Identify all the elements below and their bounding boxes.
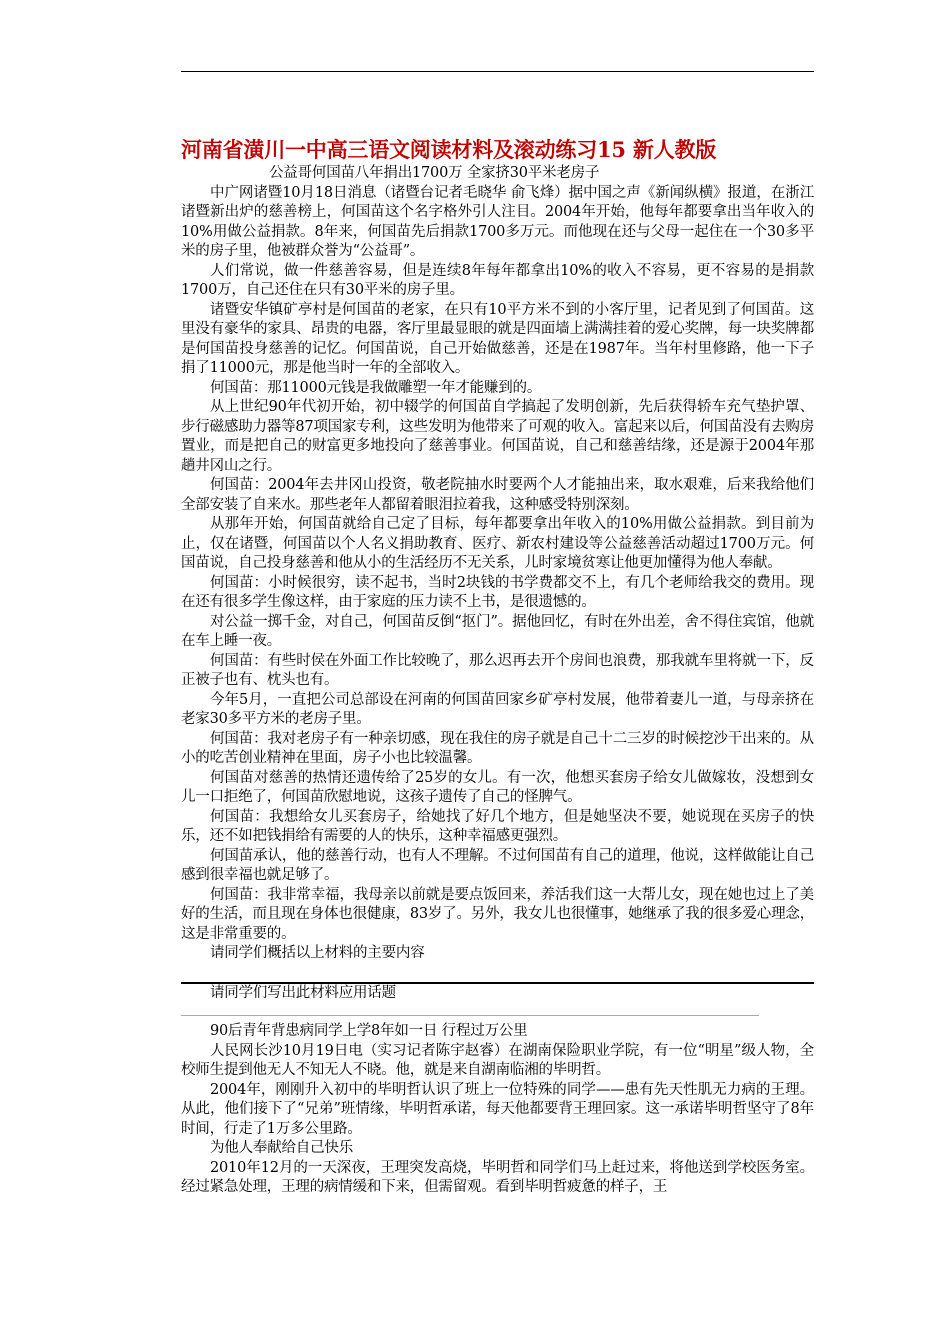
paragraph: 人民网长沙10月19日电（实习记者陈宇赵睿）在湖南保险职业学院，有一位“明星”级人物，全校师生提到他无人不知无人不晓。他，就是来自湖南临湘的毕明哲。 xyxy=(181,1042,814,1078)
paragraph: 中广网诸暨10月18日消息（诸暨台记者毛晓华 俞飞烽）据中国之声《新闻纵横》报道，在浙江诸暨新出炉的慈善榜上，何国苗这个名字格外引人注目。2004年开始，他每年都要拿出当年收入的10%用做公益捐款。8年来，何国苗先后捐款1700多万元。而他现在还与父母一起住在一个30多平米的房子里，他被群众誉为“公益哥”。 xyxy=(181,184,814,259)
article-subtitle: 公益哥何国苗八年捐出1700万 全家挤30平米老房子 xyxy=(269,165,600,181)
paragraph: 何国苗承认，他的慈善行动，也有人不理解。不过何国苗有自己的道理，他说，这样做能让自己感到很幸福也就足够了。 xyxy=(181,847,814,883)
paragraph: 何国苗：那11000元钱是我做雕塑一年才能赚到的。 xyxy=(210,379,542,396)
section-divider-thin xyxy=(181,1015,759,1016)
paragraph: 2004年，刚刚升入初中的毕明哲认识了班上一位特殊的同学——患有先天性肌无力病的王理。从此，他们接下了“兄弟”班情缘，毕明哲承诺，每天他都要背王理回家。这一承诺毕明哲坚守了8年时间，行走了1万多公里路。 xyxy=(181,1081,814,1137)
paragraph: 对公益一掷千金，对自己，何国苗反倒“抠门”。据他回忆，有时在外出差，舍不得住宾馆，他就在车上睡一夜。 xyxy=(181,613,814,649)
paragraph: 今年5月，一直把公司总部设在河南的何国苗回家乡矿亭村发展，他带着妻儿一道，与母亲挤在老家30多平方米的老房子里。 xyxy=(181,691,814,727)
question-summary: 请同学们概括以上材料的主要内容 xyxy=(210,945,425,961)
paragraph: 2010年12月的一天深夜，王理突发高烧，毕明哲和同学们马上赶过来，将他送到学校医务室。经过紧急处理，王理的病情缓和下来，但需留观。看到毕明哲疲惫的样子，王 xyxy=(181,1159,814,1195)
paragraph: 从那年开始，何国苗就给自己定了目标，每年都要拿出年收入的10%用做公益捐款。到目前为止，仅在诸暨，何国苗以个人名义捐助教育、医疗、新农村建设等公益慈善活动超过1700万元。何国苗说，自己投身慈善和他从小的生活经历不无关系，儿时家境贫寒让他更加懂得为他人奉献。 xyxy=(181,516,814,571)
question-topic: 请同学们写出此材料应用话题 xyxy=(210,984,396,1001)
paragraph: 人们常说，做一件慈善容易，但是连续8年每年都拿出10%的收入不容易，更不容易的是捐款1700万，自己还住在只有30平米的房子里。 xyxy=(181,262,814,298)
paragraph: 何国苗：小时候很穷，读不起书，当时2块钱的书学费都交不上，有几个老师给我交的费用。现在还有很多学生像这样，由于家庭的压力读不上书，是很遗憾的。 xyxy=(181,574,814,610)
paragraph: 何国苗：我非常幸福，我母亲以前就是要点饭回来，养活我们这一大帮儿女，现在她也过上了美好的生活，而且现在身体也很健康，83岁了。另外，我女儿也很懂事，她继承了我的很多爱心理念，这是非常重要的。 xyxy=(181,886,814,942)
paragraph: 诸暨安华镇矿亭村是何国苗的老家，在只有10平方米不到的小客厅里，记者见到了何国苗。这里没有豪华的家具、昂贵的电器，客厅里最显眼的就是四面墙上满满挂着的爱心奖牌，每一块奖牌都是何国苗投身慈善的记忆。何国苗说，自己开始做慈善，还是在1987年。当年村里修路，他一下子捐了11000元，那是他当时一年的全部收入。 xyxy=(181,301,814,376)
paragraph: 何国苗对慈善的热情还遗传给了25岁的女儿。有一次，他想买套房子给女儿做嫁妆，没想到女儿一口拒绝了，何国苗欣慰地说，这孩子遗传了自己的怪脾气。 xyxy=(181,769,814,805)
second-article-subtitle: 90后青年背患病同学上学8年如一日 行程过万公里 xyxy=(210,1023,528,1039)
document-title: 河南省潢川一中高三语文阅读材料及滚动练习15 新人教版 xyxy=(181,137,717,162)
paragraph: 何国苗：我对老房子有一种亲切感，现在我住的房子就是自己十二三岁的时候挖沙干出来的。从小的吃苦创业精神在里面，房子小也比较温馨。 xyxy=(181,730,814,766)
header-rule xyxy=(181,71,814,72)
paragraph: 从上世纪90年代初开始，初中辍学的何国苗自学搞起了发明创新，先后获得轿车充气垫护罩、步行磁感助力器等87项国家专利，这些发明为他带来了可观的收入。富起来以后，何国苗没有去购房置业，而是把自己的财富更多地投向了慈善事业。何国苗说，自己和慈善结缘，还是源于2004年那趟井冈山之行。 xyxy=(181,399,814,474)
paragraph: 何国苗：2004年去井冈山投资，敬老院抽水时要两个人才能抽出来，取水艰难，后来我给他们全部安装了自来水。那些老年人都留着眼泪拉着我，这种感受特别深刻。 xyxy=(181,477,814,513)
section-heading: 为他人奉献给自己快乐 xyxy=(210,1140,353,1156)
paragraph: 何国苗：有些时侯在外面工作比较晚了，那么迟再去开个房间也浪费，那我就车里将就一下，反正被子也有、枕头也有。 xyxy=(181,652,814,688)
paragraph: 何国苗：我想给女儿买套房子，给她找了好几个地方，但是她坚决不要，她说现在买房子的快乐，还不如把钱捐给有需要的人的快乐，这种幸福感更强烈。 xyxy=(181,808,814,844)
document-body xyxy=(181,136,814,1198)
